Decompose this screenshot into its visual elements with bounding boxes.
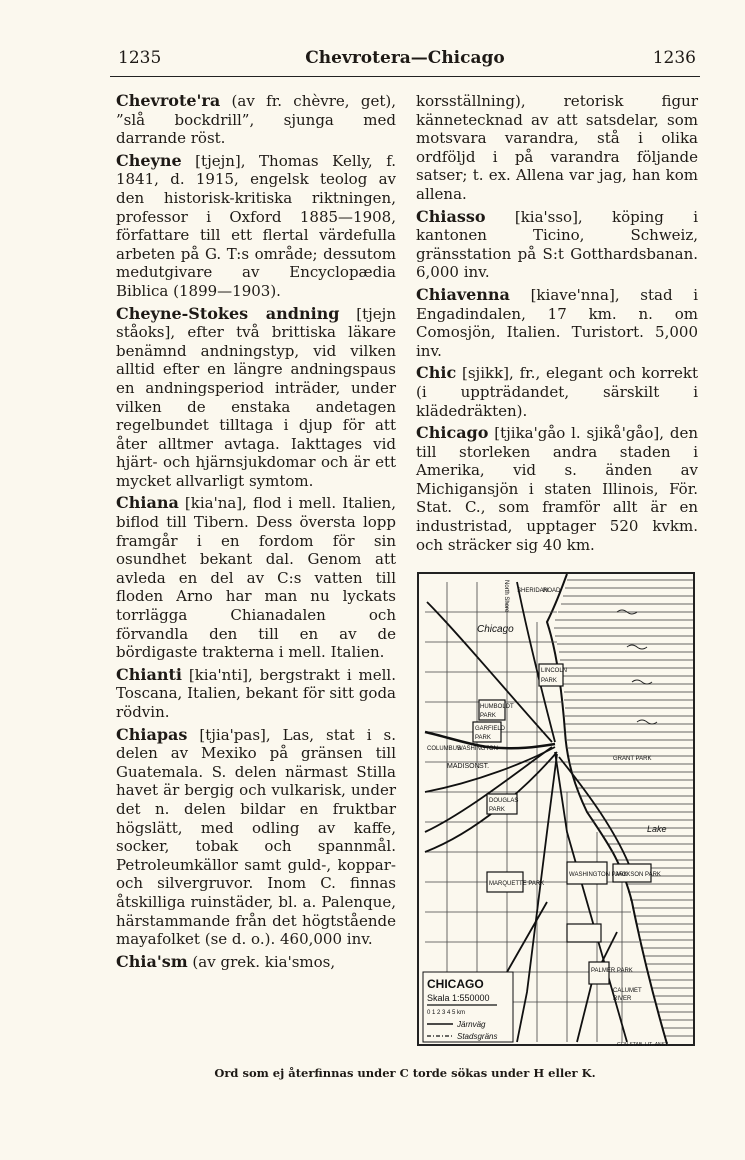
map-label: GARFIELD <box>475 726 506 732</box>
legend-rail-label: Järnväg <box>457 1020 486 1029</box>
entry-chic <box>416 364 698 420</box>
entry-chiavenna <box>416 286 698 360</box>
map-label: WASHINGTON PARK <box>569 872 628 878</box>
map-label: LINCOLN <box>541 668 568 674</box>
entry-cheyne <box>116 152 396 301</box>
headword: Chiapas <box>116 724 188 744</box>
entry-chiasm <box>116 953 396 972</box>
map-label: WASHINGTON <box>457 746 499 752</box>
map-label: ROAD <box>543 588 561 594</box>
headword: Cheyne-Stokes andning <box>116 303 340 323</box>
map-label: DOUGLAS <box>489 798 519 804</box>
entry-text: [tjejn], Thomas Kelly, f. 1841, d. 1915, engelsk teolog av den historisk-kritiska riktningen, professor i Oxford 1885—1908, författare till ett flertal värdefulla arbeten på G. T:s område; dessutom medutgivare av Encyclopædia Biblica (1899—1903). <box>116 151 396 300</box>
entry-text: [kia'na], flod i mell. Italien, biflod till Tibern. Dess översta lopp framgår i en fordom för sin osundhet bekant dal. Genom att avleda en del av C:s vatten till floden Arno har man nu lyckats torrlägga Chianadalen och förvandla den till en av de bördigaste trakterna i mell. Italien. <box>116 494 396 662</box>
map-label: CALUMET <box>613 988 642 994</box>
headword: Chiasso <box>416 206 486 226</box>
entry-text: (av fr. chèvre, get), ”slå bockdrill”, sjunga med darrande röst. <box>116 92 396 148</box>
map-label: RIVER <box>613 996 632 1002</box>
map-label: Lake <box>647 824 667 834</box>
map-label: SHERIDAN <box>517 588 549 594</box>
map-label: MARQUETTE PARK <box>489 881 545 887</box>
entry-cheyne-stokes <box>116 305 396 491</box>
map-legend <box>423 972 513 1042</box>
headword: Cheyne <box>116 150 182 170</box>
right-column <box>416 92 698 558</box>
entry-text: [tjejn ståoks], efter två brittiska läkare benämnd andningstyp, vid vilken alltid efter en längre andningspaus en andningsperiod inträder, under vilken de enstaka andetagen regelbundet tilltaga i djup för att åter alltmer avtaga. Iakttages vid hjärt- och hjärnsjukdomar och är ett mycket allvarligt symtom. <box>116 304 396 490</box>
entry-text: [tjia'pas], Las, stat i s. delen av Mexiko på gränsen till Guatemala. S. delen närmast Stilla havet är bergig och vulkarisk, under det n. delen bildar en fruktbar högslätt, med odling av kaffe, socker, tobak och spannmål. Petroleumkällor samt guld-, koppar- och silvergruvor. Inom C. finnas åtskilliga ruinstäder, bl. a. Palenque, härstammande från det högtstående mayafolket (se d. o.). 460,000 inv. <box>116 725 396 949</box>
map-scale-ticks: 0 1 2 3 4 5 km <box>427 1010 466 1016</box>
map-title: CHICAGO <box>427 977 484 991</box>
map-label: ST. <box>479 763 490 770</box>
page-number-right: 1236 <box>652 48 696 68</box>
header-rule <box>110 76 700 77</box>
entry-chicago <box>416 424 698 554</box>
page-footer-note: Ord som ej återfinnas under C torde sökas under H eller K. <box>214 1066 596 1080</box>
headword: Chic <box>416 363 457 383</box>
map-label: PARK <box>480 713 496 719</box>
left-column <box>116 92 396 975</box>
map-label: PARK <box>475 735 491 741</box>
map-label: HUMBOLDT <box>480 704 514 710</box>
map-scale: Skala 1:550000 <box>427 993 490 1003</box>
map-credit: GEN-STAB. LIT.-ANST. <box>617 1042 669 1048</box>
entry-text: [sjikk], fr., elegant och korrekt (i uppträdandet, särskilt i klädedräkten). <box>416 364 698 420</box>
running-title: Chevrotera—Chicago <box>305 48 505 68</box>
entry-text: [kia'sso], köping i kantonen Ticino, Schweiz, gränsstation på S:t Gotthardsbanan. 6,000 inv. <box>416 207 698 282</box>
headword: Chiavenna <box>416 284 510 304</box>
map-label: MADISON <box>447 763 480 770</box>
map-label: North Shore <box>503 580 509 613</box>
entry-chiapas <box>116 726 396 949</box>
headword: Chicago <box>416 423 489 443</box>
map-label: PARK <box>489 807 505 813</box>
entry-text: [kia'nti], bergstrakt i mell. Toscana, Italien, bekant för sitt goda rödvin. <box>116 665 396 721</box>
entry-chiasm-continuation: korsställning), retorisk figur kännetecknad av att satsdelar, som motsvara varandra, stå i olika ordföljd i på varandra följande satser; t. ex. Allena var jag, han kom allena. <box>416 92 698 203</box>
entry-text: [tjika'gåo l. sjikå'gåo], den till storleken andra staden i Amerika, vid s. änden av Michigansjön i staten Illinois, För. Stat. C., som framför allt är en industristad, upptager 520 kvkm. och sträcker sig 40 km. <box>416 424 698 554</box>
entry-chevrotera <box>116 92 396 148</box>
map-label: GRANT PARK <box>613 756 652 762</box>
entry-chiasso <box>416 208 698 282</box>
map-label: JACKSON PARK <box>615 872 661 878</box>
map-label: COLUMBUS <box>427 746 462 752</box>
headword: Chevrote'ra <box>116 91 221 110</box>
entry-text: (av grek. kia'smos, <box>187 952 336 971</box>
chicago-map <box>417 572 695 1048</box>
entry-chiana <box>116 494 396 661</box>
map-label: Chicago <box>477 624 514 635</box>
headword: Chianti <box>116 664 182 684</box>
headword: Chia'sm <box>116 951 188 971</box>
entry-text: [kiave'nna], stad i Engadindalen, 17 km. n. om Comosjön, Italien. Turistort. 5,000 inv. <box>416 285 698 360</box>
page-number-left: 1235 <box>118 48 162 68</box>
headword: Chiana <box>116 493 179 513</box>
map-label: PALMER PARK <box>591 968 633 974</box>
entry-chianti <box>116 666 396 722</box>
running-header <box>110 48 700 74</box>
legend-boundary-label: Stadsgräns <box>457 1032 498 1041</box>
map-label: PARK <box>541 678 557 684</box>
